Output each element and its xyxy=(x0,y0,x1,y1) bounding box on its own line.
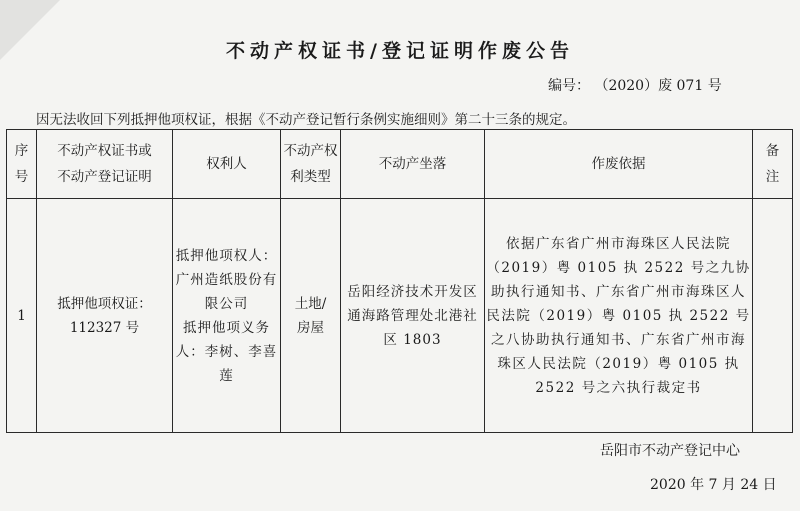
cell-seq: 1 xyxy=(7,199,37,433)
intro-paragraph: 因无法收回下列抵押他项权证，根据《不动产登记暂行条例实施细则》第二十三条的规定。 xyxy=(36,112,576,128)
header-holder: 权利人 xyxy=(173,130,281,199)
table-header-row xyxy=(7,130,793,199)
cell-remarks xyxy=(753,199,793,433)
cell-right-type: 土地/ 房屋 xyxy=(281,199,341,433)
header-certificate: 不动产权证书或 不动产登记证明 xyxy=(37,130,173,199)
header-basis: 作废依据 xyxy=(485,130,753,199)
cell-holder: 抵押他项权人：广州造纸股份有限公司 抵押他项义务人：李树、李喜莲 xyxy=(173,199,281,433)
issue-date: 2020 年 7 月 24 日 xyxy=(650,477,777,493)
header-remarks: 备 注 xyxy=(753,130,793,199)
cell-basis: 依据广东省广州市海珠区人民法院（2019）粤 0105 执 2522 号之九协助执行通知书、广东省广州市海珠区人民法院（2019）粤 0105 执 2522 号之八协助执行通知书、广东省广州市海珠区人民法院（2019）粤 0105 执 2522 号之六执行裁定书 xyxy=(485,199,753,433)
void-certificate-table xyxy=(6,129,793,433)
header-seq: 序 号 xyxy=(7,130,37,199)
header-right-type: 不动产权 利类型 xyxy=(281,130,341,199)
header-location: 不动产坐落 xyxy=(341,130,485,199)
page-title: 不动产权证书/登记证明作废公告 xyxy=(226,40,574,62)
cell-location: 岳阳经济技术开发区通海路管理处北港社区 1803 xyxy=(341,199,485,433)
issuing-organization: 岳阳市不动产登记中心 xyxy=(600,443,740,459)
table-row xyxy=(7,199,793,433)
document-number: 编号： （2020）废 071 号 xyxy=(548,78,722,94)
cell-certificate: 抵押他项权证： 112327 号 xyxy=(37,199,173,433)
